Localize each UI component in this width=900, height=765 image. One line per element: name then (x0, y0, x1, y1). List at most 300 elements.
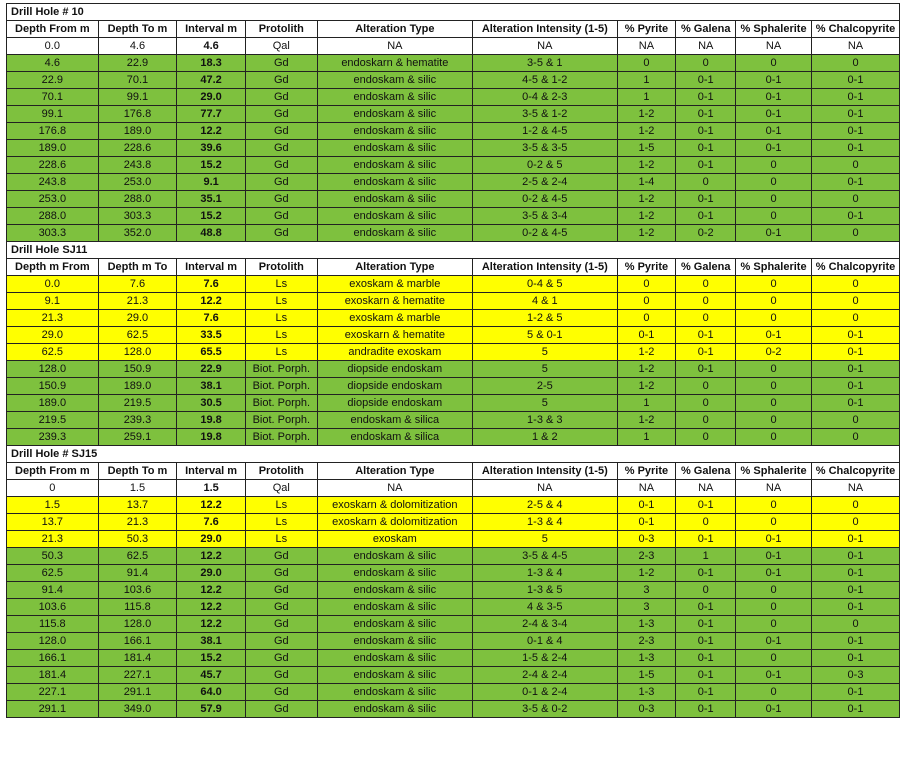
cell-alteration-type[interactable]: diopside endoskam (317, 395, 472, 412)
cell-alteration-type[interactable]: exoskarn & hematite (317, 293, 472, 310)
cell-depth-from[interactable]: 99.1 (7, 106, 99, 123)
cell-galena[interactable]: 0-1 (676, 616, 736, 633)
cell-sphalerite[interactable]: 0-1 (736, 667, 812, 684)
cell-galena[interactable]: 0-1 (676, 157, 736, 174)
cell-alteration-type[interactable]: endoskam & silic (317, 582, 472, 599)
cell-chalcopyrite[interactable]: 0-1 (812, 531, 900, 548)
cell-depth-to[interactable]: 150.9 (98, 361, 177, 378)
cell-sphalerite[interactable]: 0-1 (736, 701, 812, 718)
cell-interval[interactable]: 29.0 (177, 531, 246, 548)
cell-sphalerite[interactable]: 0-1 (736, 327, 812, 344)
cell-galena[interactable]: 1 (676, 548, 736, 565)
cell-alteration-intensity[interactable]: 5 (472, 531, 617, 548)
cell-depth-from[interactable]: 29.0 (7, 327, 99, 344)
cell-depth-from[interactable]: 166.1 (7, 650, 99, 667)
cell-interval[interactable]: 4.6 (177, 38, 246, 55)
cell-pyrite[interactable]: 1-2 (617, 225, 676, 242)
cell-alteration-type[interactable]: endoskam & silic (317, 225, 472, 242)
cell-depth-to[interactable]: 128.0 (98, 616, 177, 633)
cell-alteration-intensity[interactable]: 4 & 1 (472, 293, 617, 310)
cell-depth-from[interactable]: 243.8 (7, 174, 99, 191)
cell-protolith[interactable]: Gd (245, 140, 317, 157)
cell-alteration-intensity[interactable]: 3-5 & 1 (472, 55, 617, 72)
cell-alteration-intensity[interactable]: 2-5 & 2-4 (472, 174, 617, 191)
cell-chalcopyrite[interactable]: 0-1 (812, 378, 900, 395)
cell-interval[interactable]: 39.6 (177, 140, 246, 157)
cell-depth-from[interactable]: 128.0 (7, 633, 99, 650)
cell-chalcopyrite[interactable]: 0-1 (812, 140, 900, 157)
cell-chalcopyrite[interactable]: 0-1 (812, 582, 900, 599)
cell-pyrite[interactable]: 3 (617, 599, 676, 616)
cell-alteration-intensity[interactable]: 0-2 & 4-5 (472, 191, 617, 208)
cell-alteration-type[interactable]: NA (317, 480, 472, 497)
cell-chalcopyrite[interactable]: 0 (812, 276, 900, 293)
cell-alteration-type[interactable]: endoskam & silic (317, 140, 472, 157)
cell-sphalerite[interactable]: 0-1 (736, 123, 812, 140)
cell-depth-from[interactable]: 219.5 (7, 412, 99, 429)
cell-depth-to[interactable]: 4.6 (98, 38, 177, 55)
cell-depth-from[interactable]: 4.6 (7, 55, 99, 72)
cell-interval[interactable]: 7.6 (177, 514, 246, 531)
cell-sphalerite[interactable]: 0-1 (736, 531, 812, 548)
cell-interval[interactable]: 48.8 (177, 225, 246, 242)
cell-protolith[interactable]: Gd (245, 633, 317, 650)
cell-chalcopyrite[interactable]: 0-1 (812, 327, 900, 344)
cell-interval[interactable]: 45.7 (177, 667, 246, 684)
cell-galena[interactable]: 0-1 (676, 89, 736, 106)
cell-depth-from[interactable]: 303.3 (7, 225, 99, 242)
cell-galena[interactable]: 0 (676, 514, 736, 531)
cell-protolith[interactable]: Gd (245, 157, 317, 174)
cell-chalcopyrite[interactable]: 0 (812, 514, 900, 531)
cell-chalcopyrite[interactable]: 0-1 (812, 174, 900, 191)
cell-galena[interactable]: 0-1 (676, 667, 736, 684)
cell-depth-from[interactable]: 228.6 (7, 157, 99, 174)
cell-protolith[interactable]: Ls (245, 293, 317, 310)
cell-alteration-type[interactable]: endoskam & silic (317, 548, 472, 565)
cell-interval[interactable]: 19.8 (177, 412, 246, 429)
cell-depth-from[interactable]: 176.8 (7, 123, 99, 140)
cell-depth-to[interactable]: 21.3 (98, 293, 177, 310)
cell-alteration-intensity[interactable]: 0-2 & 5 (472, 157, 617, 174)
cell-protolith[interactable]: Biot. Porph. (245, 395, 317, 412)
cell-alteration-type[interactable]: diopside endoskam (317, 378, 472, 395)
cell-galena[interactable]: 0 (676, 310, 736, 327)
cell-alteration-type[interactable]: endoskam & silic (317, 72, 472, 89)
cell-alteration-type[interactable]: endoskam & silic (317, 106, 472, 123)
cell-protolith[interactable]: Gd (245, 667, 317, 684)
cell-depth-from[interactable]: 62.5 (7, 344, 99, 361)
cell-chalcopyrite[interactable]: 0 (812, 412, 900, 429)
cell-pyrite[interactable]: 0-3 (617, 701, 676, 718)
cell-depth-from[interactable]: 253.0 (7, 191, 99, 208)
cell-galena[interactable]: 0-1 (676, 701, 736, 718)
cell-interval[interactable]: 1.5 (177, 480, 246, 497)
cell-depth-to[interactable]: 303.3 (98, 208, 177, 225)
cell-interval[interactable]: 12.2 (177, 582, 246, 599)
cell-depth-from[interactable]: 181.4 (7, 667, 99, 684)
cell-depth-to[interactable]: 239.3 (98, 412, 177, 429)
cell-galena[interactable]: 0-2 (676, 225, 736, 242)
cell-depth-to[interactable]: 349.0 (98, 701, 177, 718)
cell-pyrite[interactable]: 1-5 (617, 140, 676, 157)
cell-alteration-type[interactable]: endoskam & silic (317, 701, 472, 718)
cell-chalcopyrite[interactable]: 0 (812, 157, 900, 174)
cell-alteration-intensity[interactable]: 1-3 & 4 (472, 565, 617, 582)
cell-depth-to[interactable]: 243.8 (98, 157, 177, 174)
cell-depth-from[interactable]: 1.5 (7, 497, 99, 514)
cell-galena[interactable]: 0-1 (676, 208, 736, 225)
cell-galena[interactable]: 0-1 (676, 191, 736, 208)
cell-pyrite[interactable]: 0 (617, 55, 676, 72)
cell-protolith[interactable]: Gd (245, 582, 317, 599)
cell-protolith[interactable]: Gd (245, 174, 317, 191)
cell-depth-to[interactable]: 228.6 (98, 140, 177, 157)
cell-sphalerite[interactable]: 0-1 (736, 565, 812, 582)
cell-depth-from[interactable]: 291.1 (7, 701, 99, 718)
cell-pyrite[interactable]: 1 (617, 89, 676, 106)
cell-sphalerite[interactable]: 0 (736, 514, 812, 531)
cell-alteration-intensity[interactable]: 3-5 & 3-4 (472, 208, 617, 225)
cell-alteration-intensity[interactable]: 2-5 (472, 378, 617, 395)
cell-interval[interactable]: 33.5 (177, 327, 246, 344)
cell-interval[interactable]: 12.2 (177, 123, 246, 140)
cell-protolith[interactable]: Qal (245, 480, 317, 497)
cell-alteration-type[interactable]: endoskam & silic (317, 650, 472, 667)
cell-interval[interactable]: 22.9 (177, 361, 246, 378)
cell-galena[interactable]: 0-1 (676, 327, 736, 344)
cell-protolith[interactable]: Biot. Porph. (245, 361, 317, 378)
cell-alteration-intensity[interactable]: 5 & 0-1 (472, 327, 617, 344)
cell-chalcopyrite[interactable]: 0-1 (812, 123, 900, 140)
cell-depth-from[interactable]: 150.9 (7, 378, 99, 395)
cell-sphalerite[interactable]: 0 (736, 616, 812, 633)
cell-interval[interactable]: 29.0 (177, 565, 246, 582)
cell-pyrite[interactable]: 1-3 (617, 616, 676, 633)
cell-depth-from[interactable]: 128.0 (7, 361, 99, 378)
cell-protolith[interactable]: Gd (245, 123, 317, 140)
cell-depth-to[interactable]: 62.5 (98, 548, 177, 565)
cell-chalcopyrite[interactable]: 0-3 (812, 667, 900, 684)
cell-sphalerite[interactable]: 0 (736, 412, 812, 429)
cell-alteration-type[interactable]: exoskam & marble (317, 276, 472, 293)
cell-alteration-type[interactable]: endoskam & silic (317, 565, 472, 582)
cell-alteration-type[interactable]: endoskam & silic (317, 599, 472, 616)
cell-alteration-intensity[interactable]: 1-3 & 5 (472, 582, 617, 599)
cell-interval[interactable]: 12.2 (177, 616, 246, 633)
cell-alteration-intensity[interactable]: 4 & 3-5 (472, 599, 617, 616)
cell-alteration-intensity[interactable]: 0-4 & 5 (472, 276, 617, 293)
cell-depth-to[interactable]: 253.0 (98, 174, 177, 191)
cell-galena[interactable]: NA (676, 38, 736, 55)
cell-depth-to[interactable]: 91.4 (98, 565, 177, 582)
cell-alteration-intensity[interactable]: 3-5 & 4-5 (472, 548, 617, 565)
cell-pyrite[interactable]: 0 (617, 276, 676, 293)
cell-pyrite[interactable]: 1-2 (617, 378, 676, 395)
cell-depth-from[interactable]: 9.1 (7, 293, 99, 310)
cell-protolith[interactable]: Gd (245, 616, 317, 633)
cell-protolith[interactable]: Gd (245, 55, 317, 72)
cell-depth-to[interactable]: 128.0 (98, 344, 177, 361)
cell-galena[interactable]: 0 (676, 276, 736, 293)
cell-sphalerite[interactable]: 0-1 (736, 633, 812, 650)
cell-chalcopyrite[interactable]: 0 (812, 225, 900, 242)
cell-pyrite[interactable]: 1-2 (617, 106, 676, 123)
cell-pyrite[interactable]: 1-2 (617, 208, 676, 225)
cell-alteration-type[interactable]: endoskam & silic (317, 684, 472, 701)
cell-pyrite[interactable]: 1 (617, 429, 676, 446)
cell-protolith[interactable]: Gd (245, 225, 317, 242)
cell-alteration-intensity[interactable]: 0-2 & 4-5 (472, 225, 617, 242)
cell-interval[interactable]: 64.0 (177, 684, 246, 701)
cell-alteration-type[interactable]: endoskam & silic (317, 174, 472, 191)
cell-chalcopyrite[interactable]: 0-1 (812, 361, 900, 378)
cell-chalcopyrite[interactable]: 0-1 (812, 684, 900, 701)
cell-pyrite[interactable]: 1 (617, 72, 676, 89)
cell-interval[interactable]: 15.2 (177, 157, 246, 174)
cell-depth-from[interactable]: 115.8 (7, 616, 99, 633)
cell-depth-to[interactable]: 189.0 (98, 378, 177, 395)
cell-alteration-intensity[interactable]: 1-3 & 3 (472, 412, 617, 429)
cell-depth-to[interactable]: 288.0 (98, 191, 177, 208)
cell-sphalerite[interactable]: 0-1 (736, 72, 812, 89)
cell-protolith[interactable]: Gd (245, 548, 317, 565)
cell-protolith[interactable]: Biot. Porph. (245, 378, 317, 395)
cell-alteration-intensity[interactable]: 0-4 & 2-3 (472, 89, 617, 106)
cell-depth-to[interactable]: 13.7 (98, 497, 177, 514)
cell-protolith[interactable]: Gd (245, 72, 317, 89)
cell-protolith[interactable]: Ls (245, 276, 317, 293)
cell-protolith[interactable]: Ls (245, 514, 317, 531)
cell-sphalerite[interactable]: NA (736, 480, 812, 497)
cell-interval[interactable]: 77.7 (177, 106, 246, 123)
cell-sphalerite[interactable]: 0 (736, 497, 812, 514)
cell-depth-from[interactable]: 21.3 (7, 310, 99, 327)
cell-depth-from[interactable]: 21.3 (7, 531, 99, 548)
cell-depth-to[interactable]: 189.0 (98, 123, 177, 140)
cell-sphalerite[interactable]: 0-1 (736, 548, 812, 565)
cell-depth-from[interactable]: 22.9 (7, 72, 99, 89)
cell-sphalerite[interactable]: 0 (736, 293, 812, 310)
cell-alteration-intensity[interactable]: 1-5 & 2-4 (472, 650, 617, 667)
cell-chalcopyrite[interactable]: 0-1 (812, 599, 900, 616)
cell-alteration-type[interactable]: NA (317, 38, 472, 55)
cell-interval[interactable]: 30.5 (177, 395, 246, 412)
cell-galena[interactable]: 0-1 (676, 361, 736, 378)
cell-alteration-type[interactable]: andradite exoskam (317, 344, 472, 361)
cell-pyrite[interactable]: 2-3 (617, 633, 676, 650)
cell-pyrite[interactable]: 1-2 (617, 123, 676, 140)
cell-galena[interactable]: 0-1 (676, 684, 736, 701)
cell-alteration-type[interactable]: exoskarn & dolomitization (317, 514, 472, 531)
cell-chalcopyrite[interactable]: 0 (812, 310, 900, 327)
cell-sphalerite[interactable]: 0 (736, 429, 812, 446)
cell-alteration-intensity[interactable]: 4-5 & 1-2 (472, 72, 617, 89)
cell-interval[interactable]: 29.0 (177, 89, 246, 106)
cell-alteration-type[interactable]: exoskam (317, 531, 472, 548)
cell-galena[interactable]: 0-1 (676, 72, 736, 89)
cell-alteration-intensity[interactable]: 5 (472, 344, 617, 361)
cell-chalcopyrite[interactable]: 0-1 (812, 633, 900, 650)
cell-galena[interactable]: 0-1 (676, 106, 736, 123)
cell-protolith[interactable]: Ls (245, 531, 317, 548)
cell-depth-to[interactable]: 103.6 (98, 582, 177, 599)
cell-depth-from[interactable]: 0.0 (7, 38, 99, 55)
cell-galena[interactable]: 0 (676, 412, 736, 429)
cell-depth-from[interactable]: 50.3 (7, 548, 99, 565)
cell-alteration-type[interactable]: endoskam & silic (317, 123, 472, 140)
cell-galena[interactable]: 0 (676, 378, 736, 395)
cell-sphalerite[interactable]: 0 (736, 191, 812, 208)
cell-chalcopyrite[interactable]: 0-1 (812, 701, 900, 718)
cell-alteration-type[interactable]: exoskarn & dolomitization (317, 497, 472, 514)
cell-sphalerite[interactable]: 0 (736, 310, 812, 327)
cell-depth-from[interactable]: 103.6 (7, 599, 99, 616)
cell-galena[interactable]: 0-1 (676, 140, 736, 157)
cell-protolith[interactable]: Ls (245, 327, 317, 344)
cell-protolith[interactable]: Ls (245, 344, 317, 361)
cell-sphalerite[interactable]: 0-1 (736, 89, 812, 106)
cell-protolith[interactable]: Gd (245, 599, 317, 616)
cell-pyrite[interactable]: 1-2 (617, 344, 676, 361)
cell-chalcopyrite[interactable]: 0-1 (812, 650, 900, 667)
cell-sphalerite[interactable]: 0 (736, 582, 812, 599)
cell-protolith[interactable]: Ls (245, 497, 317, 514)
cell-protolith[interactable]: Gd (245, 650, 317, 667)
cell-galena[interactable]: 0 (676, 395, 736, 412)
cell-alteration-intensity[interactable]: 3-5 & 1-2 (472, 106, 617, 123)
cell-pyrite[interactable]: 1-5 (617, 667, 676, 684)
cell-depth-to[interactable]: 166.1 (98, 633, 177, 650)
cell-pyrite[interactable]: 0 (617, 293, 676, 310)
cell-protolith[interactable]: Gd (245, 565, 317, 582)
cell-alteration-intensity[interactable]: 5 (472, 361, 617, 378)
cell-depth-to[interactable]: 352.0 (98, 225, 177, 242)
cell-interval[interactable]: 9.1 (177, 174, 246, 191)
cell-alteration-type[interactable]: diopside endoskam (317, 361, 472, 378)
cell-protolith[interactable]: Biot. Porph. (245, 429, 317, 446)
cell-interval[interactable]: 19.8 (177, 429, 246, 446)
cell-interval[interactable]: 38.1 (177, 378, 246, 395)
cell-interval[interactable]: 47.2 (177, 72, 246, 89)
cell-pyrite[interactable]: 1 (617, 395, 676, 412)
cell-pyrite[interactable]: 0-1 (617, 327, 676, 344)
cell-depth-from[interactable]: 0.0 (7, 276, 99, 293)
cell-interval[interactable]: 15.2 (177, 650, 246, 667)
cell-alteration-type[interactable]: endoskam & silic (317, 191, 472, 208)
cell-sphalerite[interactable]: 0 (736, 684, 812, 701)
cell-galena[interactable]: 0-1 (676, 633, 736, 650)
cell-galena[interactable]: 0 (676, 582, 736, 599)
cell-depth-to[interactable]: 29.0 (98, 310, 177, 327)
cell-pyrite[interactable]: 1-2 (617, 157, 676, 174)
cell-sphalerite[interactable]: 0 (736, 378, 812, 395)
cell-alteration-type[interactable]: endoskarn & hematite (317, 55, 472, 72)
cell-pyrite[interactable]: NA (617, 38, 676, 55)
cell-interval[interactable]: 38.1 (177, 633, 246, 650)
cell-protolith[interactable]: Gd (245, 106, 317, 123)
cell-chalcopyrite[interactable]: 0-1 (812, 72, 900, 89)
cell-chalcopyrite[interactable]: NA (812, 38, 900, 55)
cell-pyrite[interactable]: 0-3 (617, 531, 676, 548)
cell-interval[interactable]: 15.2 (177, 208, 246, 225)
cell-pyrite[interactable]: 1-3 (617, 684, 676, 701)
cell-interval[interactable]: 7.6 (177, 310, 246, 327)
cell-alteration-type[interactable]: exoskarn & hematite (317, 327, 472, 344)
cell-sphalerite[interactable]: NA (736, 38, 812, 55)
cell-depth-to[interactable]: 227.1 (98, 667, 177, 684)
cell-alteration-intensity[interactable]: 3-5 & 0-2 (472, 701, 617, 718)
cell-chalcopyrite[interactable]: 0-1 (812, 565, 900, 582)
cell-protolith[interactable]: Gd (245, 684, 317, 701)
cell-sphalerite[interactable]: 0-1 (736, 225, 812, 242)
cell-chalcopyrite[interactable]: 0 (812, 497, 900, 514)
cell-pyrite[interactable]: NA (617, 480, 676, 497)
cell-interval[interactable]: 35.1 (177, 191, 246, 208)
cell-depth-to[interactable]: 219.5 (98, 395, 177, 412)
cell-protolith[interactable]: Qal (245, 38, 317, 55)
cell-depth-to[interactable]: 115.8 (98, 599, 177, 616)
cell-depth-to[interactable]: 21.3 (98, 514, 177, 531)
cell-sphalerite[interactable]: 0 (736, 276, 812, 293)
cell-pyrite[interactable]: 0 (617, 310, 676, 327)
cell-depth-from[interactable]: 288.0 (7, 208, 99, 225)
cell-alteration-intensity[interactable]: NA (472, 480, 617, 497)
cell-chalcopyrite[interactable]: 0-1 (812, 208, 900, 225)
cell-depth-to[interactable]: 259.1 (98, 429, 177, 446)
cell-depth-to[interactable]: 1.5 (98, 480, 177, 497)
cell-depth-from[interactable]: 189.0 (7, 395, 99, 412)
cell-alteration-type[interactable]: endoskam & silica (317, 429, 472, 446)
cell-pyrite[interactable]: 1-2 (617, 361, 676, 378)
cell-galena[interactable]: NA (676, 480, 736, 497)
cell-depth-to[interactable]: 50.3 (98, 531, 177, 548)
cell-depth-to[interactable]: 99.1 (98, 89, 177, 106)
cell-alteration-intensity[interactable]: 0-1 & 2-4 (472, 684, 617, 701)
cell-alteration-type[interactable]: endoskam & silica (317, 412, 472, 429)
cell-chalcopyrite[interactable]: 0 (812, 616, 900, 633)
cell-galena[interactable]: 0-1 (676, 599, 736, 616)
cell-interval[interactable]: 65.5 (177, 344, 246, 361)
cell-sphalerite[interactable]: 0 (736, 55, 812, 72)
cell-depth-to[interactable]: 181.4 (98, 650, 177, 667)
cell-interval[interactable]: 7.6 (177, 276, 246, 293)
cell-depth-to[interactable]: 70.1 (98, 72, 177, 89)
cell-chalcopyrite[interactable]: 0-1 (812, 548, 900, 565)
cell-alteration-type[interactable]: exoskam & marble (317, 310, 472, 327)
cell-sphalerite[interactable]: 0 (736, 361, 812, 378)
cell-depth-from[interactable]: 239.3 (7, 429, 99, 446)
cell-sphalerite[interactable]: 0 (736, 174, 812, 191)
cell-sphalerite[interactable]: 0 (736, 599, 812, 616)
cell-chalcopyrite[interactable]: 0-1 (812, 89, 900, 106)
cell-pyrite[interactable]: 1-4 (617, 174, 676, 191)
cell-pyrite[interactable]: 1-2 (617, 191, 676, 208)
cell-chalcopyrite[interactable]: 0-1 (812, 395, 900, 412)
cell-pyrite[interactable]: 0-1 (617, 497, 676, 514)
cell-alteration-intensity[interactable]: 2-4 & 2-4 (472, 667, 617, 684)
cell-alteration-intensity[interactable]: 2-5 & 4 (472, 497, 617, 514)
cell-alteration-intensity[interactable]: 2-4 & 3-4 (472, 616, 617, 633)
cell-pyrite[interactable]: 0-1 (617, 514, 676, 531)
cell-chalcopyrite[interactable]: 0 (812, 429, 900, 446)
cell-protolith[interactable]: Gd (245, 191, 317, 208)
cell-chalcopyrite[interactable]: 0 (812, 293, 900, 310)
cell-chalcopyrite[interactable]: 0 (812, 55, 900, 72)
cell-depth-to[interactable]: 176.8 (98, 106, 177, 123)
cell-depth-to[interactable]: 291.1 (98, 684, 177, 701)
cell-alteration-intensity[interactable]: 5 (472, 395, 617, 412)
